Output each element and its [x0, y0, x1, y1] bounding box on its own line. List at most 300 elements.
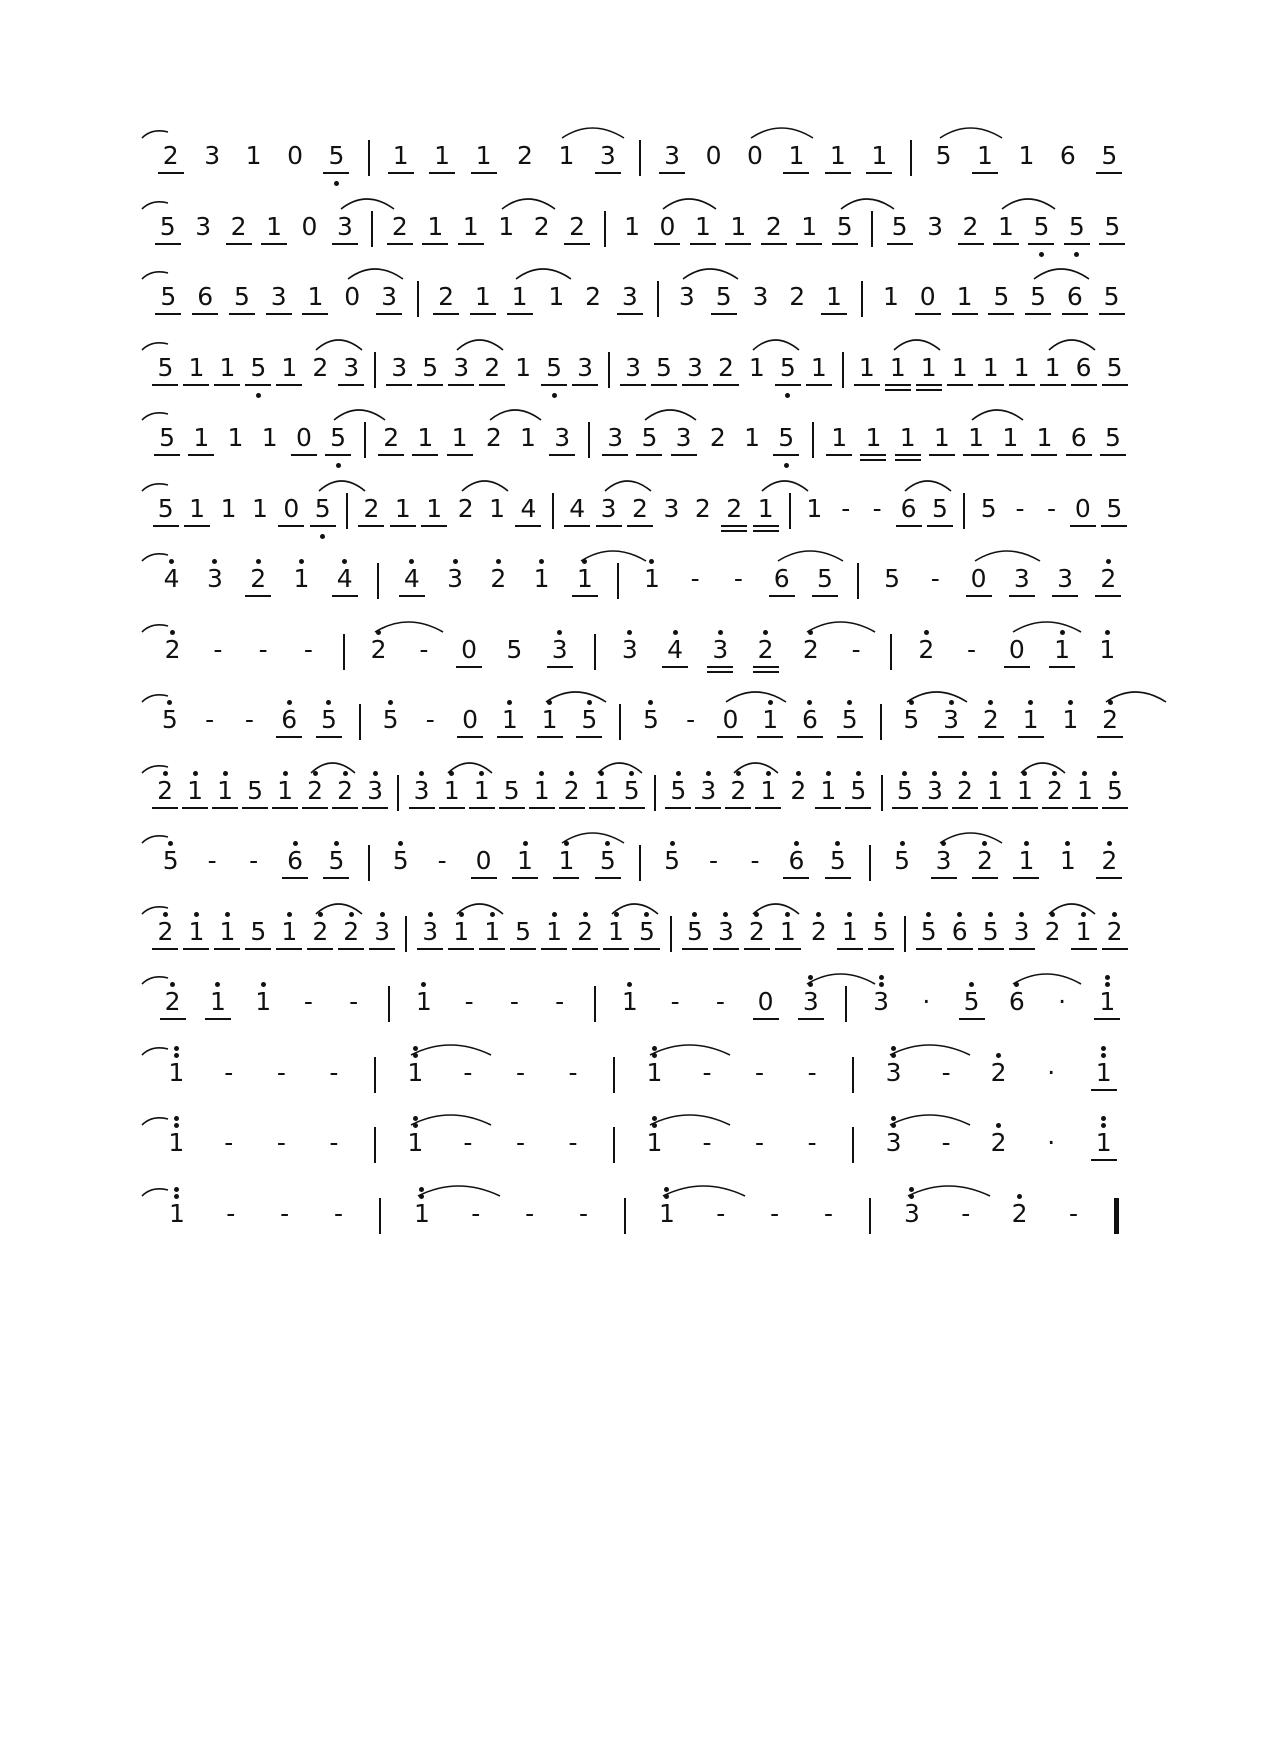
underline-mark: [885, 389, 911, 391]
note-glyph: -: [525, 1198, 535, 1228]
score-row: [150, 974, 1130, 1034]
dash-mark: [237, 833, 271, 893]
underline-mark: [695, 807, 721, 809]
underline-mark: [1071, 948, 1097, 950]
note-glyph: 1: [1095, 1057, 1112, 1087]
note-digit: [875, 551, 909, 611]
note-glyph: 5: [982, 916, 999, 946]
octave-dot: [847, 912, 852, 917]
note-digit: [912, 904, 946, 964]
underline-mark: [707, 666, 733, 668]
underline-mark: [821, 313, 847, 315]
note-digit: [1098, 340, 1132, 400]
note-digit: [891, 410, 925, 470]
note-digit: [1067, 340, 1101, 400]
note-glyph: 3: [926, 775, 943, 805]
note-glyph: 6: [788, 846, 805, 875]
note-digit: [1068, 763, 1102, 823]
octave-dot: [343, 771, 348, 776]
underline-mark: [183, 948, 209, 950]
score-row: [150, 269, 1130, 329]
underline-mark: [278, 525, 304, 527]
note-digit: [452, 622, 486, 682]
note-glyph: 5: [159, 211, 176, 241]
underline-mark: [529, 807, 555, 809]
note-digit: [238, 763, 272, 823]
note-glyph: 1: [266, 211, 282, 241]
underline-mark: [399, 595, 425, 597]
note-digit: [454, 199, 488, 259]
note-glyph: 1: [245, 141, 262, 170]
barline: [670, 916, 672, 952]
note-glyph: -: [841, 493, 851, 523]
note-digit: [1090, 974, 1124, 1034]
underline-mark: [564, 525, 590, 527]
underline-mark: [589, 807, 615, 809]
underline-mark: [1096, 877, 1122, 879]
dash-mark: [795, 1115, 829, 1175]
note-glyph: 3: [621, 282, 638, 311]
note-digit: [383, 199, 417, 259]
note-digit: [1066, 481, 1100, 541]
note-digit: [703, 622, 737, 682]
note-glyph: 1: [434, 141, 451, 170]
note-digit: [150, 410, 184, 470]
note-glyph: 1: [646, 1128, 663, 1157]
dash-mark: [317, 1045, 351, 1105]
note-digit: [328, 763, 362, 823]
note-glyph: 5: [891, 211, 908, 241]
note-glyph: 5: [841, 705, 858, 734]
note-glyph: 2: [312, 916, 329, 946]
note-glyph: 5: [1104, 211, 1121, 241]
underline-mark: [338, 384, 364, 386]
octave-dot: [785, 393, 790, 398]
dot-mark: [909, 974, 943, 1034]
note-digit: [543, 622, 577, 682]
note-glyph: 1: [227, 423, 244, 452]
note-digit: [413, 904, 447, 964]
note-digit: [268, 763, 302, 823]
note-glyph: 2: [164, 987, 181, 1016]
note-digit: [257, 199, 291, 259]
octave-dot: [629, 771, 634, 776]
underline-mark: [603, 948, 629, 950]
underline-mark: [559, 807, 585, 809]
note-glyph: 2: [230, 211, 247, 241]
note-glyph: 6: [287, 846, 303, 875]
note-glyph: 0: [757, 987, 774, 1016]
barline: [379, 1198, 381, 1234]
underline-mark: [707, 671, 733, 673]
note-digit: [984, 269, 1018, 329]
note-digit: [591, 128, 625, 188]
score-row: [150, 622, 1130, 682]
octave-dot: [1017, 1194, 1022, 1199]
note-digit: [721, 199, 755, 259]
note-digit: [480, 481, 514, 541]
note-digit: [753, 692, 787, 752]
note-glyph: 5: [247, 775, 263, 805]
underline-mark: [358, 525, 384, 527]
dash-mark: [264, 1115, 298, 1175]
octave-dot: [419, 771, 424, 776]
octave-dot: [453, 559, 458, 564]
dash-mark: [1003, 481, 1037, 541]
note-digit: [1095, 269, 1129, 329]
note-glyph: 2: [383, 423, 400, 452]
score-row: [150, 904, 1130, 964]
note-digit: [591, 833, 625, 893]
note-digit: [821, 833, 855, 893]
note-glyph: 5: [159, 423, 176, 452]
note-glyph: -: [1068, 1198, 1078, 1228]
note-glyph: 1: [219, 916, 236, 946]
note-glyph: 5: [503, 775, 520, 805]
octave-dot: [479, 771, 484, 776]
underline-mark: [572, 948, 598, 950]
note-glyph: 1: [760, 775, 777, 805]
barline: [624, 1198, 626, 1234]
note-glyph: 1: [977, 141, 993, 170]
note-digit: [180, 481, 214, 541]
note-glyph: 3: [374, 916, 391, 946]
note-digit: [968, 833, 1002, 893]
note-glyph: 2: [457, 493, 474, 523]
underline-mark: [665, 807, 691, 809]
barline: [789, 493, 791, 529]
note-digit: [210, 340, 244, 400]
note-digit: [497, 622, 531, 682]
note-glyph: 5: [328, 846, 345, 875]
octave-dot: [902, 771, 907, 776]
note-digit: [395, 551, 429, 611]
note-glyph: 0: [705, 141, 722, 170]
underline-mark: [1018, 736, 1044, 738]
note-glyph: -: [555, 987, 565, 1016]
note-glyph: 2: [765, 211, 782, 241]
note-digit: [1005, 904, 1039, 964]
note-glyph: 1: [1013, 352, 1030, 382]
note-glyph: ·: [922, 987, 931, 1016]
note-digit: [154, 128, 188, 188]
note-glyph: -: [823, 1198, 833, 1228]
note-digit: [405, 763, 439, 823]
note-glyph: 1: [548, 282, 565, 311]
note-digit: [797, 481, 831, 541]
note-glyph: 1: [608, 916, 624, 946]
note-glyph: -: [733, 564, 743, 593]
dot-mark: [1034, 1045, 1068, 1105]
note-glyph: 0: [475, 846, 492, 875]
note-glyph: 5: [382, 705, 399, 734]
note-glyph: 2: [569, 211, 586, 241]
note-glyph: 3: [873, 987, 889, 1016]
note-glyph: 5: [328, 141, 345, 170]
underline-mark: [775, 384, 801, 386]
underline-mark: [1031, 454, 1057, 456]
dash-mark: [1056, 1186, 1090, 1246]
dash-mark: [697, 833, 731, 893]
underline-mark: [753, 1018, 779, 1020]
note-digit: [697, 128, 731, 188]
note-glyph: 5: [850, 775, 867, 805]
note-glyph: 1: [810, 352, 827, 382]
underline-mark: [916, 384, 942, 386]
underline-mark: [332, 807, 358, 809]
note-glyph: 5: [1106, 493, 1123, 523]
note-digit: [686, 481, 720, 541]
note-digit: [287, 410, 321, 470]
barline: [617, 563, 619, 599]
note-glyph: 3: [935, 846, 952, 875]
score-row: [150, 1186, 1130, 1246]
note-digit: [771, 340, 805, 400]
note-digit: [678, 340, 712, 400]
note-digit: [506, 340, 540, 400]
note-glyph: 1: [1095, 1128, 1112, 1157]
note-glyph: -: [437, 846, 447, 875]
note-digit: [178, 763, 212, 823]
octave-dot: [428, 912, 433, 917]
underline-mark: [376, 313, 402, 315]
octave-dot: [557, 630, 562, 635]
note-digit: [438, 551, 472, 611]
note-glyph: 2: [1011, 1198, 1028, 1228]
note-glyph: 1: [1077, 775, 1093, 805]
octave-dot: [1082, 771, 1087, 776]
score-row: [150, 1115, 1130, 1175]
note-glyph: 0: [1074, 493, 1091, 523]
note-glyph: 2: [956, 775, 973, 805]
note-glyph: 1: [593, 775, 610, 805]
underline-mark: [1025, 313, 1051, 315]
note-glyph: 1: [621, 987, 638, 1016]
octave-dot: [644, 912, 649, 917]
note-digit: [1027, 410, 1061, 470]
note-digit: [1045, 622, 1079, 682]
note-glyph: 1: [168, 1198, 185, 1228]
note-glyph: 3: [675, 423, 692, 452]
underline-mark: [837, 948, 863, 950]
underline-mark: [499, 807, 525, 809]
note-glyph: 5: [641, 423, 658, 452]
octave-dot: [334, 841, 339, 846]
underline-mark: [860, 459, 886, 461]
underline-mark: [307, 948, 333, 950]
note-digit: [1003, 1186, 1037, 1246]
note-digit: [948, 763, 982, 823]
barline: [639, 845, 641, 881]
underline-mark: [421, 525, 447, 527]
note-digit: [808, 551, 842, 611]
note-digit: [225, 269, 259, 329]
note-glyph: 2: [1100, 564, 1117, 593]
underline-mark: [456, 666, 482, 668]
note-glyph: 1: [956, 282, 973, 311]
dash-mark: [678, 551, 712, 611]
underline-mark: [711, 313, 737, 315]
note-digit: [822, 410, 856, 470]
underline-mark: [160, 1018, 186, 1020]
underline-mark: [783, 877, 809, 879]
note-glyph: 1: [255, 987, 272, 1016]
note-digit: [365, 904, 399, 964]
note-digit: [833, 904, 867, 964]
underline-mark: [1040, 384, 1066, 386]
dash-mark: [407, 622, 441, 682]
note-digit: [943, 904, 977, 964]
octave-dot: [388, 700, 393, 705]
note-digit: [615, 763, 649, 823]
underline-mark: [439, 807, 465, 809]
underline-mark: [993, 243, 1019, 245]
note-digit: [241, 551, 275, 611]
barline: [608, 352, 610, 388]
dash-mark: [795, 1045, 829, 1105]
note-digit: [793, 692, 827, 752]
note-glyph: 2: [391, 211, 408, 241]
note-glyph: -: [224, 1128, 234, 1157]
note-digit: [923, 481, 957, 541]
note-digit: [525, 551, 559, 611]
barline: [359, 704, 361, 740]
note-glyph: 2: [990, 1057, 1007, 1087]
octave-dot: [1106, 559, 1111, 564]
underline-mark: [448, 384, 474, 386]
dash-mark: [704, 1186, 738, 1246]
note-digit: [576, 269, 610, 329]
underline-mark: [978, 736, 1004, 738]
octave-dot: [673, 630, 678, 635]
note-glyph: 6: [1008, 987, 1025, 1016]
note-glyph: 2: [982, 705, 999, 734]
note-digit: [925, 410, 959, 470]
note-glyph: 2: [517, 141, 533, 170]
note-digit: [972, 481, 1006, 541]
underline-mark: [541, 384, 567, 386]
note-glyph: 1: [541, 705, 558, 734]
note-glyph: 1: [188, 916, 205, 946]
note-glyph: 1: [757, 493, 774, 523]
octave-dot: [552, 912, 557, 917]
barline: [812, 422, 814, 458]
dash-mark: [721, 551, 755, 611]
note-digit: [1067, 904, 1101, 964]
underline-mark: [1009, 948, 1035, 950]
dash-mark: [459, 1186, 493, 1246]
note-glyph: 1: [511, 282, 528, 311]
note-glyph: -: [1046, 493, 1056, 523]
note-digit: [495, 763, 529, 823]
underline-mark: [412, 454, 438, 456]
score-row: [150, 481, 1130, 541]
dash-mark: [232, 692, 266, 752]
barline: [374, 1127, 376, 1163]
note-glyph: 1: [189, 493, 206, 523]
note-glyph: -: [702, 1057, 712, 1087]
octave-dot: [784, 463, 789, 468]
note-digit: [841, 763, 875, 823]
barline: [857, 563, 859, 599]
underline-mark: [457, 736, 483, 738]
barline: [963, 493, 965, 529]
note-glyph: 2: [709, 423, 726, 452]
note-glyph: 3: [903, 1198, 920, 1228]
note-glyph: -: [329, 1057, 339, 1087]
note-digit: [1062, 410, 1096, 470]
note-digit: [508, 128, 542, 188]
underline-mark: [972, 172, 998, 174]
note-glyph: 2: [337, 775, 354, 805]
note-glyph: 2: [585, 282, 602, 311]
underline-mark: [958, 243, 984, 245]
note-glyph: 0: [659, 211, 676, 241]
note-digit: [284, 551, 318, 611]
underline-mark: [595, 877, 621, 879]
dash-mark: [811, 1186, 845, 1246]
note-glyph: -: [930, 564, 940, 593]
underline-mark: [636, 454, 662, 456]
underline-mark: [952, 313, 978, 315]
note-glyph: 2: [757, 634, 774, 664]
note-digit: [382, 340, 416, 400]
underline-mark: [409, 807, 435, 809]
note-glyph: 3: [391, 352, 408, 382]
underline-mark: [214, 384, 240, 386]
note-glyph: -: [280, 1198, 290, 1228]
octave-dot: [1060, 630, 1065, 635]
note-digit: [856, 410, 890, 470]
note-glyph: 5: [1068, 211, 1085, 241]
note-glyph: 2: [717, 352, 734, 382]
note-glyph: 4: [520, 493, 537, 523]
barline: [374, 352, 376, 388]
note-glyph: 1: [407, 1057, 424, 1087]
note-digit: [525, 199, 559, 259]
dash-mark: [291, 622, 325, 682]
note-glyph: 5: [515, 916, 532, 946]
note-glyph: 6: [1059, 141, 1076, 170]
octave-dot: [1105, 630, 1110, 635]
barline: [594, 986, 596, 1022]
note-digit: [153, 692, 187, 752]
underline-mark: [512, 877, 538, 879]
note-glyph: 5: [599, 846, 616, 875]
barline: [619, 704, 621, 740]
note-digit: [811, 763, 845, 823]
barline: [869, 1198, 871, 1234]
note-glyph: -: [578, 1198, 588, 1228]
note-glyph: 1: [982, 352, 999, 382]
note-digit: [1053, 692, 1087, 752]
octave-dot: [1039, 252, 1044, 257]
underline-mark: [1071, 384, 1097, 386]
barline: [364, 422, 366, 458]
note-digit: [1092, 833, 1126, 893]
note-digit: [159, 1115, 193, 1175]
note-glyph: 3: [927, 211, 944, 241]
note-glyph: 1: [489, 493, 506, 523]
note-glyph: 5: [715, 282, 732, 311]
octave-dot: [723, 912, 728, 917]
underline-mark: [916, 389, 942, 391]
note-glyph: 5: [932, 493, 948, 523]
octave-dot: [785, 912, 790, 917]
underline-mark: [947, 948, 973, 950]
barline: [588, 422, 590, 458]
octave-dot: [996, 1053, 1001, 1058]
